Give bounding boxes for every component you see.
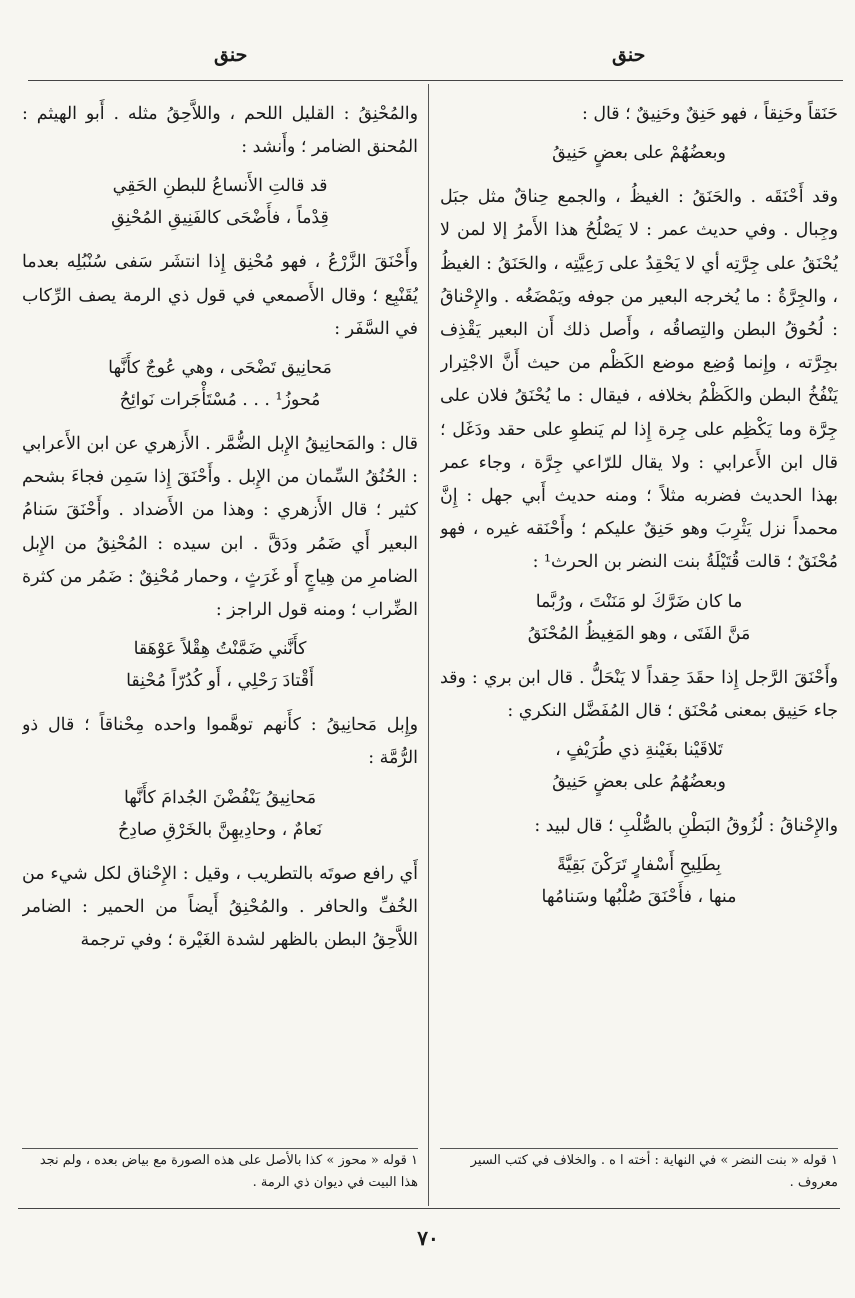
column-divider xyxy=(428,84,429,1206)
left-column xyxy=(22,98,418,1146)
footnote-rule-right xyxy=(440,1148,838,1149)
verse-line: مَحانِيق تَضْحَى ، وهي عُوجٌ كأَنَّها xyxy=(108,358,332,379)
verse-line: كأَنَّني ضَمَّنْتُ هِقْلاً عَوْهَقا xyxy=(133,639,307,660)
verse xyxy=(440,137,838,169)
verse-line: بِطَلِيحِ أَسْفارٍ تَرَكْنَ بَقِيَّةً xyxy=(557,855,721,876)
paragraph: حَنَقاً وحَنِقاً ، فهو حَنِقٌ وحَنِيقٌ ؛ قال : xyxy=(581,104,838,124)
verse xyxy=(440,849,838,913)
verse-line: مُحوزُ¹ . . . مُسْتَأْجَرات نَوائِحُ xyxy=(119,390,321,411)
verse xyxy=(440,586,838,650)
verse xyxy=(22,782,418,846)
footnote-rule-left xyxy=(22,1148,418,1149)
paragraph: والمُحْنِقُ : القليل اللحم ، واللاَّحِقُ مثله . أَبو الهيثم : المُحنق الضامر ؛ وأَنشد : xyxy=(22,104,418,158)
verse-line: قد قالتِ الأَنساعُ للبطنِ الحَقِي xyxy=(112,176,328,197)
verse xyxy=(22,170,418,234)
right-column xyxy=(440,98,838,1146)
paragraph: وإِبل مَحانِيقُ : كأَنهم توهَّموا واحده مِحْناقاً ؛ قال ذو الرُّمَّة : xyxy=(22,715,418,769)
verse xyxy=(440,734,838,798)
paragraph: أَي رافع صوتَه بالتطريب ، وقيل : الإِحْناق لكل شيء من الخُفِّ والحافر . والمُحْنِقُ أَيضاً من الحمير : الضامر اللاَّحِقُ البطن بالظهر لشدة الغَيْرة ؛ وفي ترجمة xyxy=(22,863,418,951)
header-headword-left: حنق xyxy=(214,44,248,66)
verse xyxy=(22,633,418,697)
footnote-left: ١ قوله « محوز » كذا بالأصل على هذه الصورة مع بياض بعده ، ولم نجد هذا البيت في ديوان ذي الرمة . xyxy=(39,1153,418,1190)
paragraph: والإِحْناقُ : لُزُوقُ البَطْنِ بالصُّلْبِ ؛ قال لبيد : xyxy=(534,816,838,837)
verse-line: نَعامٌ ، وحادِيهِنَّ بالخَرْقِ صادِحُ xyxy=(117,819,323,840)
header-rule xyxy=(28,80,843,81)
verse-line: وبعضُهُمْ على بعضٍ حَنِيقُ xyxy=(552,143,726,164)
verse-line: أَقْتادَ رَحْلِي ، أَو كُدُرّاً مُحْنِقا xyxy=(126,671,314,692)
verse-line: قِدْماً ، فأَضْحَى كالفَنِيقِ المُحْنِقِ xyxy=(111,208,329,229)
paragraph: قال : والمَحانِيقُ الإِبل الضُّمَّر . الأَزهري عن ابن الأَعرابي : الحُنُقُ السِّمان من الإِبل . وأَحْنَقَ إِذا سَمِن فجاءَ بشحم كثير ؛ قال الأَزهري : وهذا من الأَضداد . وأَحْنَقَ سَنامُ البعير أَي ضَمُر ودَقَّ . ابن سيده : المُحْنِقُ من الإِبل الضامرِ من هِياجٍ أَو غَرَثٍ ، وحمار مُحْنِقٌ : ضَمُر من كثرة الضِّراب ؛ ومنه قول الراجز : xyxy=(22,434,418,621)
page-number: ٧٠ xyxy=(417,1226,439,1250)
verse-line: مَحانِيقُ يَنْفُضْنَ الجُدامَ كأَنَّها xyxy=(123,787,317,808)
footer-rule xyxy=(18,1208,840,1209)
paragraph: وقد أَحْنَقَه . والحَنَقُ : الغيظُ ، والجمع حِناقٌ مثل جبَل وجِبال . وفي حديث عمر : لا يَصْلُحُ هذا الأَمرُ إلا لمن لا يُحْنَقُ على جِرَّتِه أي لا يَحْقِدُ على رَعِيَّتِه ، والحَنَقُ : الغيظُ ، والجِرَّةُ : ما يُخرجه البعير من جوفه ويَمْضَغُه . والإِحْناقُ : لُحُوقُ البطن والتِصاقُه ، وأَصل ذلك أَن البعير يَقْذِف بجِرَّته ، وإِنما وُضِع موضع الكَظْم من حيث أَنَّ الاجْتِرار يَنْفُخُ البطن والكَظْمُ بخلافه ، فيقال : ما يُحْنَقُ فلان على جِرَّة وما يَكْظِم على جِرة إِذا لم يَنطوِ على حقد ودَغَل ؛ قال ابن الأَعرابي : ولا يقال للرّاعي جِرَّة ، وجاء عمر بهذا الحديث فضربه مثلاً ؛ ومنه حديث أَبي جهل : إِنَّ محمداً نزل يَثْرِبَ وهو حَنِقٌ عليكم ؛ وأَحْنَقه غيره ، فهو مُحْنَقٌ ؛ قالت قُتَيْلَةُ بنت النضر بن الحرث¹ : xyxy=(440,187,838,573)
footnote-right: ١ قوله « بنت النضر » في النهاية : أخته ا ه . والخلاف في كتب السير معروف . xyxy=(470,1153,838,1190)
verse-line: منها ، فأَحْنَقَ صُلْبُها وسَنامُها xyxy=(541,887,737,908)
verse-line: ما كان ضَرَّكَ لو مَنَنْتَ ، ورُبَّما xyxy=(535,591,743,612)
verse-line: وبعضُهُمُ على بعضٍ حَنِيقُ xyxy=(552,772,726,793)
verse xyxy=(22,352,418,416)
paragraph: وأَحْنَقَ الرَّجل إِذا حقَدَ حِقداً لا يَنْحَلُّ . قال ابن بري : وقد جاء حَنِيق بمعنى مُحْنَق ؛ قال المُفَضَّل النكري : xyxy=(440,667,838,721)
header-headword-right: حنق xyxy=(612,44,646,66)
verse-line: مَنَّ الفَتَى ، وهو المَغِيظُ المُحْنَقُ xyxy=(527,623,751,644)
paragraph: وأَحْنَقَ الزَّرْعُ ، فهو مُحْنِق إِذا انتشَر سَفى سُنْبُلِه بعدما يُقَنْبِع ؛ وقال الأَصمعي في قول ذي الرمة يصف الرِّكاب في السَّفَر : xyxy=(22,252,418,339)
verse-line: تَلاقَيْنا بغَيْنةِ ذي طُرَيْفٍ ، xyxy=(555,740,723,761)
